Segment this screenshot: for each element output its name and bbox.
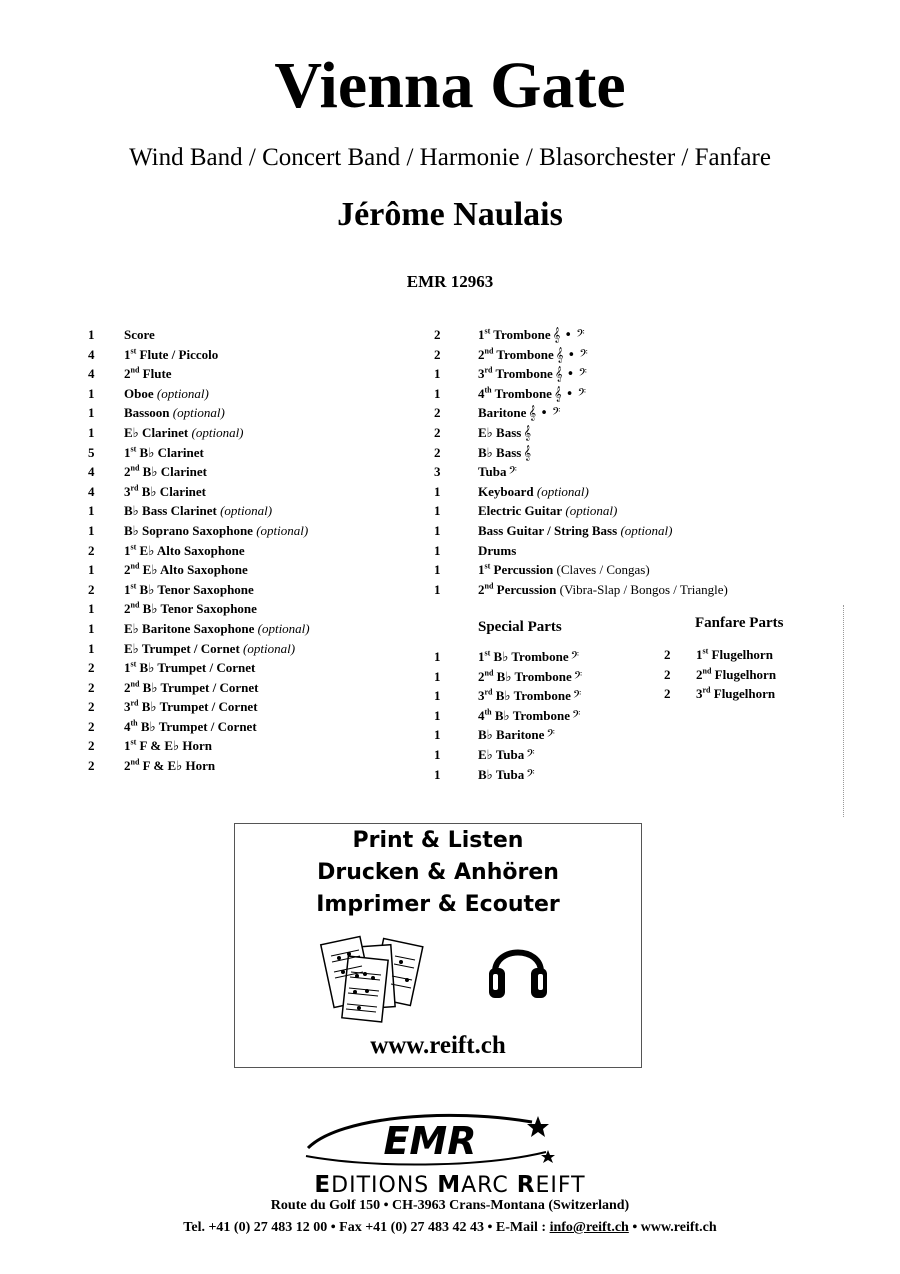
part-name: 4th B♭ Trombone 𝄢 [478,707,581,724]
part-name: B♭ Baritone 𝄢 [478,727,555,744]
part-row [434,580,834,600]
part-row [434,325,834,345]
part-quantity: 1 [434,581,441,597]
catalog-number: EMR 12963 [406,272,494,291]
part-name: 1st F & E♭ Horn [124,738,212,754]
part-name: B♭ Bass 𝄞 [478,444,532,461]
clef-icon: 𝄢 [570,650,580,665]
publisher-address: Route du Golf 150 • CH-3963 Crans-Montana (Switzerland) [270,1198,630,1213]
part-quantity: 1 [434,366,441,382]
part-quantity: 4 [88,346,95,362]
part-row [88,462,428,482]
optional-label: (optional) [533,483,589,499]
instrumentation-list-right [434,325,834,599]
part-row [88,658,428,678]
part-name: E♭ Trumpet / Cornet (optional) [124,640,296,656]
special-parts-heading: Special Parts [478,619,562,635]
part-row [434,745,674,765]
part-row [434,443,834,463]
page-edge-dotted-line [843,605,844,817]
part-row [88,364,428,384]
part-name: 3rd B♭ Clarinet [124,483,207,499]
part-row [88,599,428,619]
part-name: 2nd F & E♭ Horn [124,757,216,774]
part-row [88,619,428,639]
part-row [434,403,834,423]
page-title: Vienna Gate [274,49,626,122]
emr-logo [300,1108,560,1170]
part-name: 3rd Flugelhorn [696,685,776,702]
part-quantity: 1 [88,424,95,440]
clef-icon: 𝄢 [572,689,582,705]
part-row [88,501,428,521]
subtitle: Wind Band / Concert Band / Harmonie / Blasorchester / Fanfare [129,144,771,171]
clef-icon: 𝄢 [572,708,581,724]
part-quantity: 1 [434,766,441,782]
clef-icon: 𝄞 • 𝄢 [552,328,585,343]
part-quantity: 1 [434,562,441,578]
part-quantity: 1 [88,620,95,636]
part-quantity: 2 [434,405,441,421]
part-name: 2nd Percussion (Vibra-Slap / Bongos / Triangle) [478,581,728,597]
part-quantity: 5 [88,444,95,460]
part-quantity: 2 [88,660,95,676]
part-name: Bass Guitar / String Bass (optional) [478,522,673,538]
part-row [434,706,674,726]
part-row [434,667,674,687]
part-quantity: 2 [434,424,441,440]
part-row [434,560,834,580]
part-name: 1st B♭ Clarinet [124,444,204,460]
part-name: Baritone 𝄞 • 𝄢 [478,405,561,422]
clef-icon: 𝄞 • 𝄢 [553,386,586,402]
part-row [88,560,428,580]
part-name: 2nd B♭ Clarinet [124,463,207,480]
part-quantity: 2 [88,581,95,597]
part-name: 1st Flute / Piccolo [124,346,219,362]
headphones-icon [487,932,549,1002]
part-name: 1st E♭ Alto Saxophone [124,542,245,558]
special-parts-list [434,647,674,784]
part-name: 2nd Flugelhorn [696,666,777,682]
optional-label: (optional) [239,640,296,656]
part-name: E♭ Baritone Saxophone (optional) [124,620,310,636]
part-quantity: 1 [88,503,95,519]
clef-icon: 𝄞 [523,425,532,441]
part-row [88,325,428,345]
part-name: 1st Trombone 𝄞 • 𝄢 [478,326,585,343]
part-quantity: 2 [664,666,671,682]
part-quantity: 1 [434,503,441,519]
promo-website: www.reift.ch [370,1032,506,1059]
clef-icon: 𝄢 [526,747,535,763]
part-row [88,697,428,717]
fanfare-parts-heading: Fanfare Parts [695,615,784,631]
optional-label: (optional) [254,620,310,636]
part-row [434,647,674,667]
logo-text: EMR [383,1119,477,1163]
clef-icon: 𝄞 • 𝄢 [555,347,588,363]
part-row [88,756,428,776]
part-row [88,717,428,737]
part-name: E♭ Tuba 𝄢 [478,746,535,763]
clef-icon: 𝄢 [508,465,517,481]
part-row [434,725,674,745]
part-quantity: 1 [434,668,441,684]
optional-label: (optional) [188,424,244,440]
part-row [88,403,428,423]
part-row [434,765,674,785]
part-row [434,501,834,521]
part-row [434,482,834,502]
print-listen-box [234,823,642,1068]
part-quantity: 2 [88,542,95,558]
part-quantity: 1 [88,327,95,342]
part-name: 2nd Trombone 𝄞 • 𝄢 [478,346,588,363]
publisher-name: EDITIONS MARC REIFT [314,1172,586,1198]
part-quantity: 1 [434,385,441,401]
fanfare-parts-list [664,645,844,704]
part-row [434,384,834,404]
part-quantity: 2 [434,444,441,460]
part-row [88,639,428,659]
optional-label: (optional) [153,385,209,401]
part-name: B♭ Tuba 𝄢 [478,766,535,783]
part-name: Score [124,327,155,342]
part-quantity: 4 [88,366,95,382]
part-name: 1st B♭ Tenor Saxophone [124,581,254,597]
part-name: Bassoon (optional) [124,405,225,421]
part-row [434,364,834,384]
part-row [664,665,844,685]
part-quantity: 1 [88,601,95,617]
part-detail: (Vibra-Slap / Bongos / Triangle) [556,581,728,597]
part-row [88,678,428,698]
part-quantity: 2 [88,738,95,754]
part-quantity: 1 [434,746,441,762]
email-link[interactable]: info@reift.ch [549,1220,629,1235]
part-row [88,541,428,561]
part-name: B♭ Bass Clarinet (optional) [124,503,273,519]
promo-line-print-listen: Print & Listen [352,828,524,853]
clef-icon: 𝄞 [523,445,532,461]
part-row [434,462,834,482]
optional-label: (optional) [169,405,225,421]
part-quantity: 1 [88,522,95,538]
part-quantity: 1 [88,385,95,401]
instrumentation-list-left [88,325,428,776]
clef-icon: 𝄢 [546,728,555,744]
part-name: 3rd B♭ Trumpet / Cornet [124,698,258,715]
part-row [88,521,428,541]
part-quantity: 2 [88,699,95,715]
part-quantity: 4 [88,464,95,480]
part-quantity: 2 [664,686,671,702]
part-quantity: 1 [88,562,95,578]
part-name: Drums [478,542,517,558]
part-name: 1st Flugelhorn [696,646,773,662]
part-name: 3rd B♭ Trombone 𝄢 [478,687,582,705]
part-quantity: 1 [434,727,441,743]
part-quantity: 2 [88,718,95,734]
part-name: 1st B♭ Trumpet / Cornet [124,659,256,676]
part-name: 2nd B♭ Trombone 𝄢 [478,668,583,685]
part-name: B♭ Soprano Saxophone (optional) [124,522,309,538]
part-row [434,541,834,561]
part-row [88,580,428,600]
part-row [664,684,844,704]
part-name: 1st B♭ Trombone 𝄢 [478,648,580,665]
part-name: 2nd E♭ Alto Saxophone [124,561,248,578]
promo-line-drucken: Drucken & Anhören [317,860,559,885]
clef-icon: 𝄢 [573,669,583,685]
part-name: 1st Percussion (Claves / Congas) [478,561,650,578]
part-name: 4th B♭ Trumpet / Cornet [124,718,257,734]
part-detail: (Claves / Congas) [553,562,650,578]
part-row [88,482,428,502]
part-quantity: 1 [434,522,441,538]
optional-label: (optional) [562,503,618,519]
part-row [434,686,674,706]
part-quantity: 2 [434,346,441,362]
part-name: E♭ Clarinet (optional) [124,424,244,440]
part-name: 2nd B♭ Trumpet / Cornet [124,679,259,695]
part-quantity: 1 [434,542,441,558]
part-quantity: 1 [434,649,441,664]
part-quantity: 1 [434,688,441,704]
part-quantity: 2 [434,327,441,342]
part-row [664,645,844,665]
part-row [88,423,428,443]
clef-icon: 𝄢 [526,767,535,783]
part-quantity: 2 [88,679,95,695]
part-row [88,384,428,404]
part-row [434,521,834,541]
optional-label: (optional) [252,522,309,538]
part-name: 2nd B♭ Tenor Saxophone [124,600,257,617]
publisher-contact: Tel. +41 (0) 27 483 12 00 • Fax +41 (0) 27 483 42 43 • E-Mail : info@reift.ch • www.reift.ch [183,1220,717,1235]
part-quantity: 1 [434,707,441,723]
part-quantity: 1 [88,405,95,421]
part-name: E♭ Bass 𝄞 [478,424,532,441]
part-name: Oboe (optional) [124,385,209,401]
part-quantity: 1 [88,640,95,656]
optional-label: (optional) [216,503,273,519]
part-row [88,443,428,463]
part-name: Keyboard (optional) [478,483,589,499]
part-name: Electric Guitar (optional) [478,503,618,519]
part-name: Tuba 𝄢 [478,464,517,481]
part-quantity: 2 [664,647,671,662]
part-row [88,736,428,756]
part-quantity: 4 [88,483,95,499]
clef-icon: 𝄞 • 𝄢 [554,367,587,383]
part-name: 3rd Trombone 𝄞 • 𝄢 [478,365,587,383]
promo-line-imprimer: Imprimer & Ecouter [316,892,560,917]
part-quantity: 1 [434,483,441,499]
part-row [88,345,428,365]
optional-label: (optional) [617,522,673,538]
clef-icon: 𝄞 • 𝄢 [528,406,561,422]
part-name: 2nd Flute [124,365,172,382]
part-row [434,345,834,365]
part-name: 4th Trombone 𝄞 • 𝄢 [478,385,586,402]
part-quantity: 2 [88,758,95,774]
composer: Jérôme Naulais [337,196,563,233]
part-quantity: 3 [434,464,441,480]
sheet-music-icon [319,932,431,1024]
part-row [434,423,834,443]
